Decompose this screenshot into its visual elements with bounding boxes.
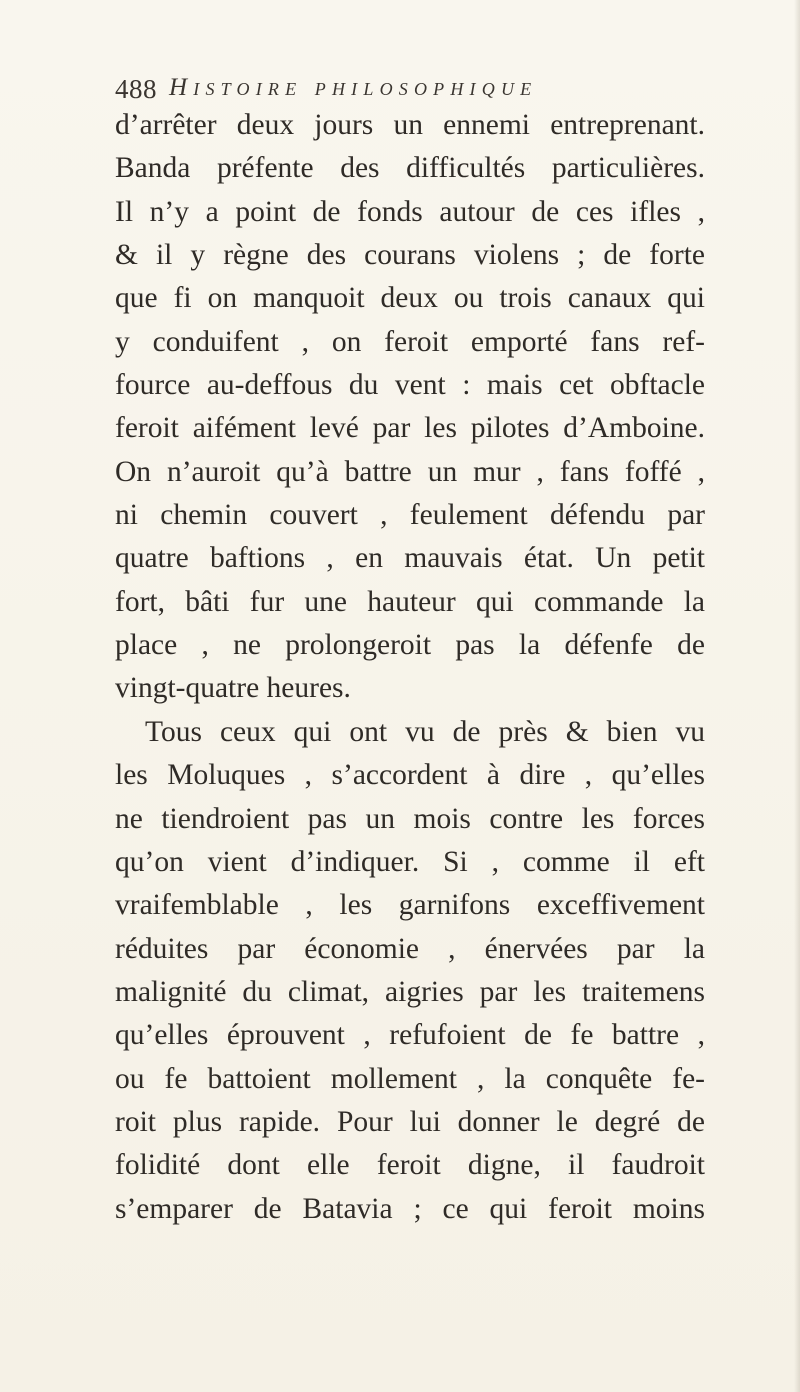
text-line: malignité du climat, aigries par les traitemens xyxy=(115,975,705,1008)
text-line: y conduifent , on feroit emporté fans ref- xyxy=(115,325,705,358)
text-line: ne tiendroient pas un mois contre les forces xyxy=(115,802,705,835)
text-line: s’emparer de Batavia ; ce qui feroit moins xyxy=(115,1192,705,1225)
text-line: fort, bâti fur une hauteur qui commande la xyxy=(115,585,705,618)
running-title: Histoire philosophique xyxy=(169,74,538,101)
text-line: réduites par économie , énervées par la xyxy=(115,932,705,965)
text-line: On n’auroit qu’à battre un mur , fans foffé , xyxy=(115,455,705,488)
text-line: qu’elles éprouvent , refufoient de fe battre , xyxy=(115,1019,705,1052)
body-text xyxy=(115,104,705,1231)
text-line: d’arrêter deux jours un ennemi entreprenant. xyxy=(115,109,705,141)
text-line: qu’on vient d’indiquer. Si , comme il eft xyxy=(115,845,705,878)
text-line: feroit aifément levé par les pilotes d’Amboine. xyxy=(115,412,705,445)
text-line: folidité dont elle feroit digne, il faudroit xyxy=(115,1149,705,1182)
page-edge-shadow xyxy=(794,0,800,1392)
text-line: Banda préfente des difficultés particulières. xyxy=(115,152,705,185)
text-line: que fi on manquoit deux ou trois canaux qui xyxy=(115,282,705,315)
text-line: quatre baftions , en mauvais état. Un petit xyxy=(115,542,705,575)
text-line: & il y règne des courans violens ; de forte xyxy=(115,239,705,272)
text-line-paragraph-end: vingt-quatre heures. xyxy=(115,672,351,705)
text-line: Il n’y a point de fonds autour de ces ifles , xyxy=(115,195,705,228)
text-line: les Moluques , s’accordent à dire , qu’elles xyxy=(115,759,705,792)
text-line: fource au-deffous du vent : mais cet obftacle xyxy=(115,369,705,402)
text-line: vraifemblable , les garnifons exceffivement xyxy=(115,889,705,922)
text-line: place , ne prolongeroit pas la défenfe de xyxy=(115,629,705,662)
text-line: ni chemin couvert , feulement défendu par xyxy=(115,499,705,532)
text-line: roit plus rapide. Pour lui donner le degré de xyxy=(115,1105,705,1138)
text-line: ou fe battoient mollement , la conquête fe- xyxy=(115,1062,705,1095)
page-number: 488 xyxy=(115,74,157,104)
text-line-paragraph-start: Tous ceux qui ont vu de près & bien vu xyxy=(145,715,705,748)
